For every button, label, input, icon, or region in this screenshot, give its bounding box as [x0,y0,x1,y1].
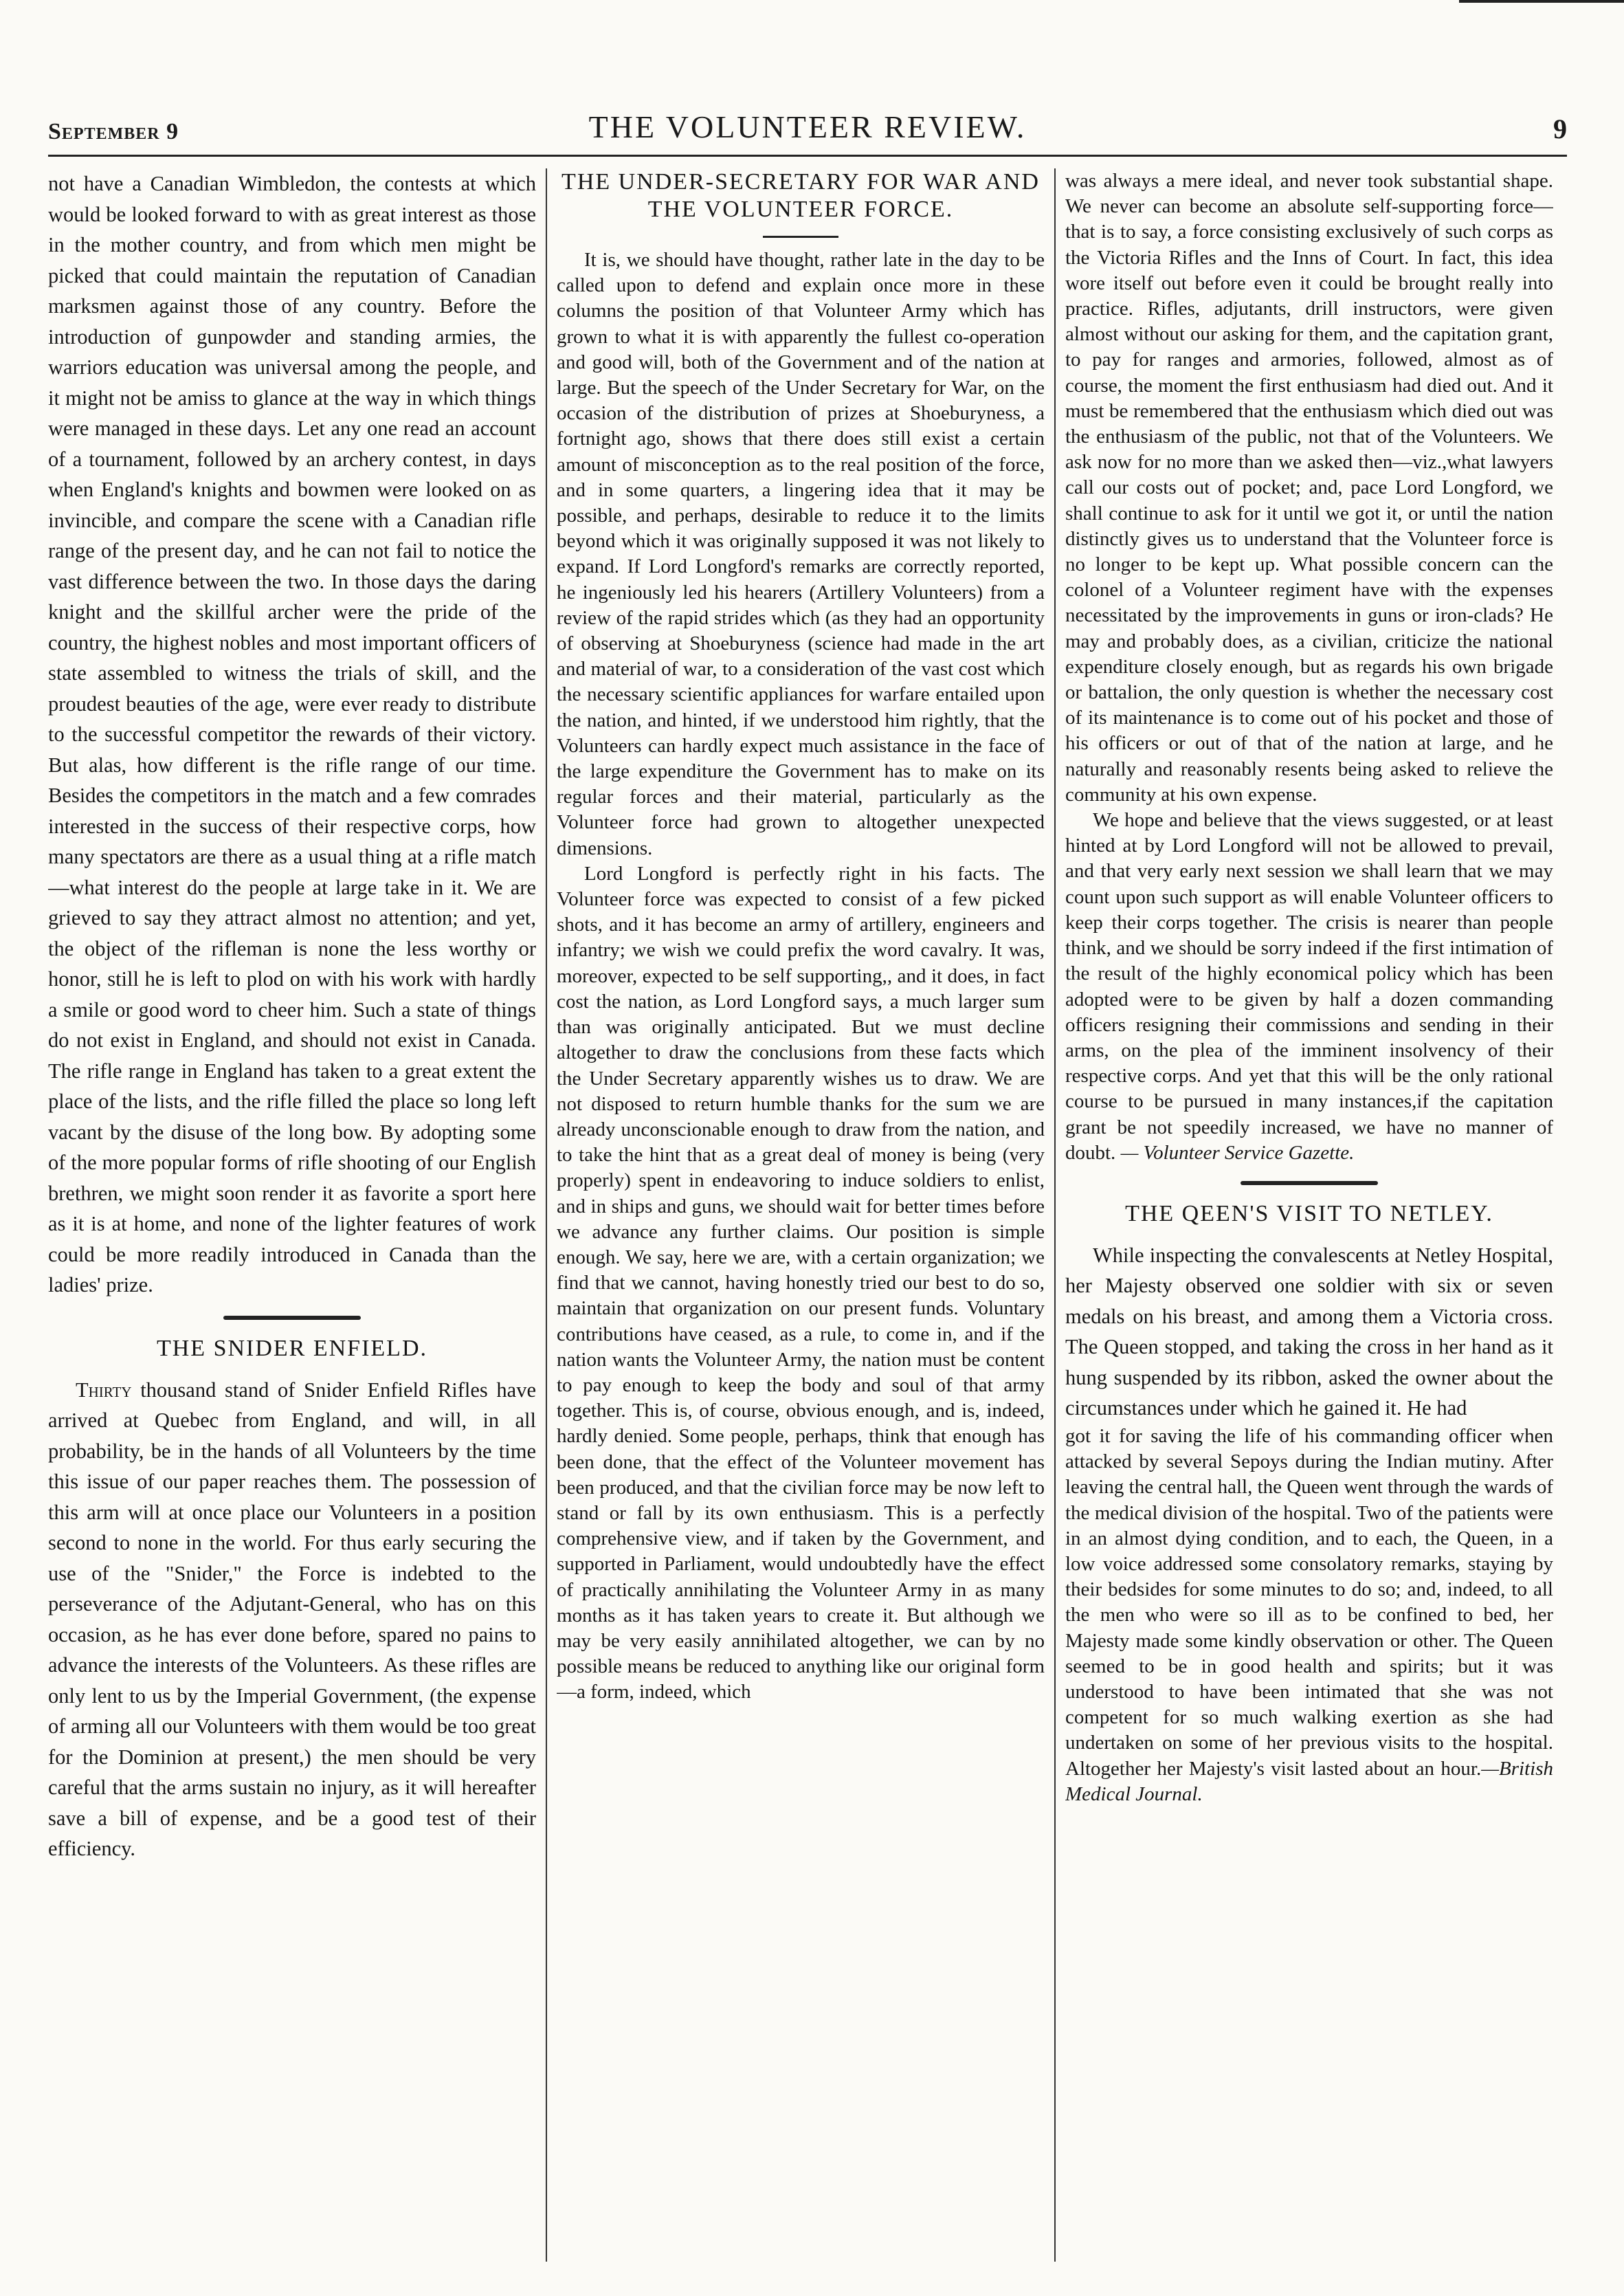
header-title: THE VOLUNTEER REVIEW. [588,109,1027,144]
column-divider [1054,168,1056,2262]
article-heading-under-secretary: THE UNDER-SECRETARY FOR WAR AND THE VOLUNTEER FORCE. [561,169,1040,222]
article-paragraph: It is, we should have thought, rather late in the day to be called upon to defend and explain once more in these columns the position of that Volunteer Army which has grown to what it is with apparently the fullest co-operation and good will, both of the Government and of the nation at large. But the speech of the Under Secretary for War, on the occasion of the distribution of prizes at Shoeburyness, a fortnight ago, shows that there does still exist a certain amount of misconception as to the real position of the force, and in some quarters, a lingering idea that it may be possible, and perhaps, desirable to reduce it to the limits beyond which it was originally supposed it was not likely to expand. If Lord Longford's remarks are correctly reported, he ingeniously led his hearers (Artillery Volunteers) from a review of the rapid strides which (as they had an opportunity of observing at Shoeburyness (science had made in the art and material of war, to a consideration of the vast cost which the necessary scientific appliances for warfare entailed upon the nation, and hinted, if we understood him rightly, that the Volunteers can hardly expect much assistance in the face of the large expenditure the Government has to make on its regular forces and their material, particularly as the Volunteer force had grown to altogether unexpected dimensions. [557,249,1045,859]
article-heading-queens-visit: THE QEEN'S VISIT TO NETLEY. [1125,1200,1493,1226]
column-divider [546,168,547,2262]
top-rule [1459,0,1624,3]
column-2 [557,168,1045,2262]
article-paragraph: Lord Longford is perfectly right in his facts. The Volunteer force was expected to consist of a few picked shots, and it has become an army of artillery, engineers and infantry; we wish we could prefix the word cavalry. It was, moreover, expected to be self supporting,, and it does, in fact cost the nation, as Lord Longford says, a much larger sum than was originally anticipated. But we must decline altogether to draw the conclusions from these facts which the Under Secretary apparently wishes us to draw. We are not disposed to return humble thanks for the sum we are already unconscionable enough to draw from the nation, and to take the hint that as a great deal of money is being (very properly) spent in endeavoring to induce soldiers to enlist, and in ships and guns, we should wait for better times before we advance any further claims. Our position is simple enough. We say, here we are, with a certain organization; we find that we cannot, having honestly tried our best to do so, maintain that organization on our present funds. Voluntary contributions have ceased, as a rule, to come in, and if the nation wants the Volunteer Army, the nation must be content to pay enough to keep the body and soul of that army together. This is, of course, obvious enough, and is, indeed, hardly denied. Some people, perhaps, think that enough has been done, that the effect of the Volunteer movement has been produced, and that the civilian force may be now left to stand or fall by its own enthusiasm. This is a perfectly comprehensive view, and if taken by the Government, and supported in Parliament, would undoubtedly have the effect of practically annihilating the Volunteer Army in as many months as it has taken years to create it. But although we may be very easily annihilated altogether, we can by no possible means be reduced to anything like our original form—a form, indeed, which [557,862,1045,1703]
columns [48,168,1567,2262]
paragraph-text: thousand stand of Snider Enfield Rifles have arrived at Quebec from England, and will, in all probability, be in the hands of all Volunteers by the time this issue of our paper reaches them. The possession of this arm will at once place our Volunteers in a position second to none in the world. For thus early securing the use of the "Snider," the Force is indebted to the perseverance of the Adjutant-General, who has on this occasion, as he has ever done before, spared no pains to advance the interests of the Volunteers. As these rifles are only lent to us by the Imperial Government, (the expense of arming all our Volunteers with them would be too great for the Dominion at present,) the men should be very careful that the arms sustain no injury, as it will hereafter save a bill of expense, and be a good test of their efficiency. [48,1378,536,1860]
header-date: September 9 [48,119,179,144]
source-attribution: —British Medical Journal. [1065,1757,1553,1805]
source-attribution: — Volunteer Service Gazette. [1120,1141,1355,1164]
paragraph-text: We hope and believe that the views suggested, or at least hinted at by Lord Longford will not be allowed to prevail, and that very early next session we shall learn that we may count upon such support as will enable Volunteer officers to keep their corps together. The crisis is nearer than people think, and we should be sorry indeed if the first intimation of the result of the highly economical policy which has been adopted were to be given by half a dozen commanding officers resigning their commissions and sending in their arms, on the plea of the imminent insolvency of their respective corps. And yet that this will be the only rational course to be pursued in many instances,if the capitation grant be not speedily increased, we have no manner of doubt. [1065,809,1553,1164]
article-heading-snider-enfield: THE SNIDER ENFIELD. [156,1335,428,1361]
header-page-number: 9 [1553,113,1567,144]
heading-rule [763,236,838,238]
column-3 [1065,168,1553,2262]
newspaper-page [48,89,1567,2262]
article-paragraph: While inspecting the convalescents at Netley Hospital, her Majesty observed one soldier with six or seven medals on his breast, and among them a Victoria cross. The Queen stopped, and taking the cross in her hand as it hung suspended by its ribbon, asked the owner about the circumstances under which he gained it. He had [1065,1243,1553,1420]
page-header [48,89,1567,157]
section-ornament [1241,1181,1378,1185]
paragraph-text: got it for saving the life of his commanding officer when attacked by several Sepoys during the Indian mutiny. After leaving the central hall, the Queen went through the wards of the medical division of the hospital. Two of the patients were in an almost dying condition, and to each, the Queen, in a low voice addressed some consolatory remarks, staying by their bedsides for some minutes to do so; and, indeed, to all the men who were so ill as to be confined to bed, her Majesty made some kindly observation or other. The Queen seemed to be in good health and spirits; but it was understood to have been intimated that she was not competent for so much walking exertion as she had undertaken on some of her previous visits to the hospital. Altogether her Majesty's visit lasted about an hour. [1065,1424,1553,1780]
article-paragraph [48,1375,536,1864]
article-paragraph: was always a mere ideal, and never took substantial shape. We never can become an absolute self-supporting force—that is to say, a force consisting exclusively of such corps as the Victoria Rifles and the Inns of Court. In fact, this idea wore itself out before even it could be brought really into practice. Rifles, adjutants, drill instructors, were given almost without our asking for them, and the capitation grant, to pay for ranges and armories, followed, almost as of course, the moment the first enthusiasm had died out. And it must be remembered that the enthusiasm which died out was the enthusiasm of the public, not that of the Volunteers. We ask now for no more than we asked then—viz.,what lawyers call our costs out of pocket; and, pace Lord Longford, we shall continue to ask for it until we got it, or until the nation distinctly gives us to understand that the Volunteer force is no longer to be kept up. What possible concern can the colonel of a Volunteer regiment have with the expenses necessitated by the improvements in guns or iron-clads? He may and probably does, as a civilian, criticize the national expenditure closely enough, but as regards his own brigade or battalion, the only question is whether the necessary cost of its maintenance is to come out of his pocket and those of his officers or out of that of the nation at large, and he naturally and reasonably resents being asked to relieve the community at his own expense. [1065,170,1553,806]
article-paragraph [1065,808,1553,1166]
section-ornament [223,1316,361,1320]
article-paragraph: not have a Canadian Wimbledon, the contests at which would be looked forward to with as great interest as those in the mother country, and from which men might be picked that could maintain the reputation of Canadian marksmen against those of any country. Before the introduction of gunpowder and standing armies, the warriors education was universal among the people, and it might not be amiss to glance at the way in which things were managed in these days. Let any one read an account of a tournament, followed by an archery contest, in days when England's knights and bowmen were looked on as invincible, and compare the scene with a Canadian rifle range of the present day, and he can not fail to notice the vast difference between the two. In those days the daring knight and the skillful archer were the pride of the country, the highest nobles and most important officers of state assembled to witness the trials of skill, and the proudest beauties of the age, were ever ready to distribute to the successful competitor the rewards of their victory. But alas, how different is the rifle range of our time. Besides the competitors in the match and a few comrades interested in the success of their respective corps, how many spectators are there as a usual thing at a rifle match—what interest do the people at large take in it. We are grieved to say they attract almost no attention; and yet, the object of the rifleman is none the less worthy or honor, still he is left to plod on with his work with hardly a smile or good word to cheer him. Such a state of things do not exist in England, and should not exist in Canada. The rifle range in England has taken to a great extent the place of the lists, and the rifle filled the place so long left vacant by the disuse of the long bow. By adopting some of the more popular forms of rifle shooting of our English brethren, we might soon render it as favorite a sport here as it is at home, and none of the lighter features of work could be more readily introduced in Canada than the ladies' prize. [48,172,536,1296]
column-1 [48,168,536,2262]
lead-word: Thirty [76,1378,132,1402]
article-paragraph [1065,1424,1553,1807]
